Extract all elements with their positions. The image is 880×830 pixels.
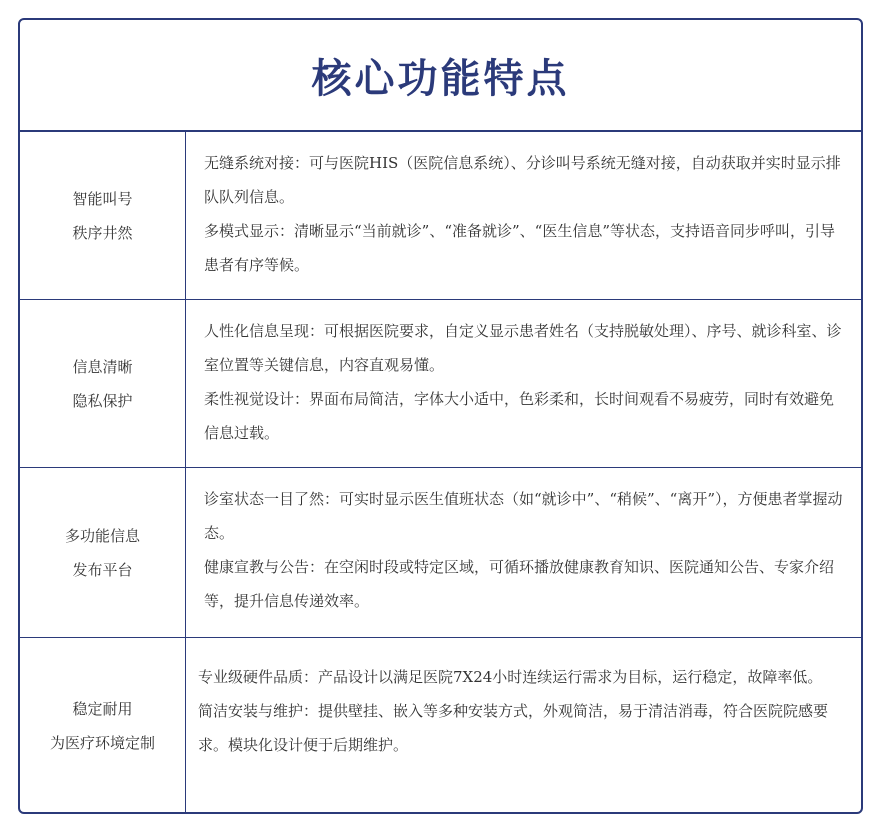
- feature-label-line: 为医疗环境定制: [49, 734, 155, 752]
- feature-label-line: 发布平台: [72, 560, 133, 579]
- feature-label-line: 稳定耐用: [72, 700, 133, 718]
- feature-label: [20, 468, 186, 637]
- feature-label-line: 隐私保护: [72, 391, 133, 410]
- feature-description: [186, 132, 861, 299]
- feature-paragraph: 无缝系统对接：可与医院HIS（医院信息系统）、分诊叫号系统无缝对接，自动获取并实时显示排队队列信息。: [204, 154, 841, 206]
- feature-label: [20, 132, 186, 299]
- feature-row: [20, 300, 861, 468]
- feature-paragraph: 柔性视觉设计：界面布局简洁，字体大小适中，色彩柔和，长时间观看不易疲劳，同时有效避免信息过载。: [204, 390, 835, 442]
- page-title: 核心功能特点: [311, 55, 570, 102]
- feature-table: [18, 18, 863, 814]
- feature-row: [20, 468, 861, 638]
- feature-paragraph: 诊室状态一目了然：可实时显示医生值班状态（如“就诊中”、“稍候”、“离开”），方便患者掌握动态。: [204, 490, 843, 542]
- feature-row: [20, 638, 861, 814]
- feature-paragraph: 专业级硬件品质：产品设计以满足医院7X24小时连续运行需求为目标，运行稳定，故障率低。: [198, 668, 823, 686]
- feature-row: [20, 132, 861, 300]
- feature-label: [20, 300, 186, 467]
- feature-paragraph: 简洁安装与维护：提供壁挂、嵌入等多种安装方式，外观简洁，易于清洁消毒，符合医院院感要求。模块化设计便于后期维护。: [198, 702, 829, 754]
- feature-paragraph: 人性化信息呈现：可根据医院要求，自定义显示患者姓名（支持脱敏处理）、序号、就诊科室、诊室位置等关键信息，内容直观易懂。: [204, 322, 842, 374]
- feature-description: [186, 300, 861, 467]
- feature-paragraph: 多模式显示：清晰显示“当前就诊”、“准备就诊”、“医生信息”等状态，支持语音同步呼叫，引导患者有序等候。: [204, 222, 836, 274]
- feature-label: [20, 638, 186, 814]
- feature-label-line: 多功能信息: [64, 526, 140, 545]
- feature-label-line: 秩序井然: [72, 223, 133, 242]
- feature-label-line: 信息清晰: [72, 357, 133, 376]
- feature-description: [186, 468, 861, 637]
- feature-label-line: 智能叫号: [72, 189, 133, 208]
- title-bar: [20, 20, 861, 132]
- feature-paragraph: 健康宣教与公告：在空闲时段或特定区域，可循环播放健康教育知识、医院通知公告、专家介绍等，提升信息传递效率。: [204, 558, 835, 610]
- feature-description: [186, 638, 861, 814]
